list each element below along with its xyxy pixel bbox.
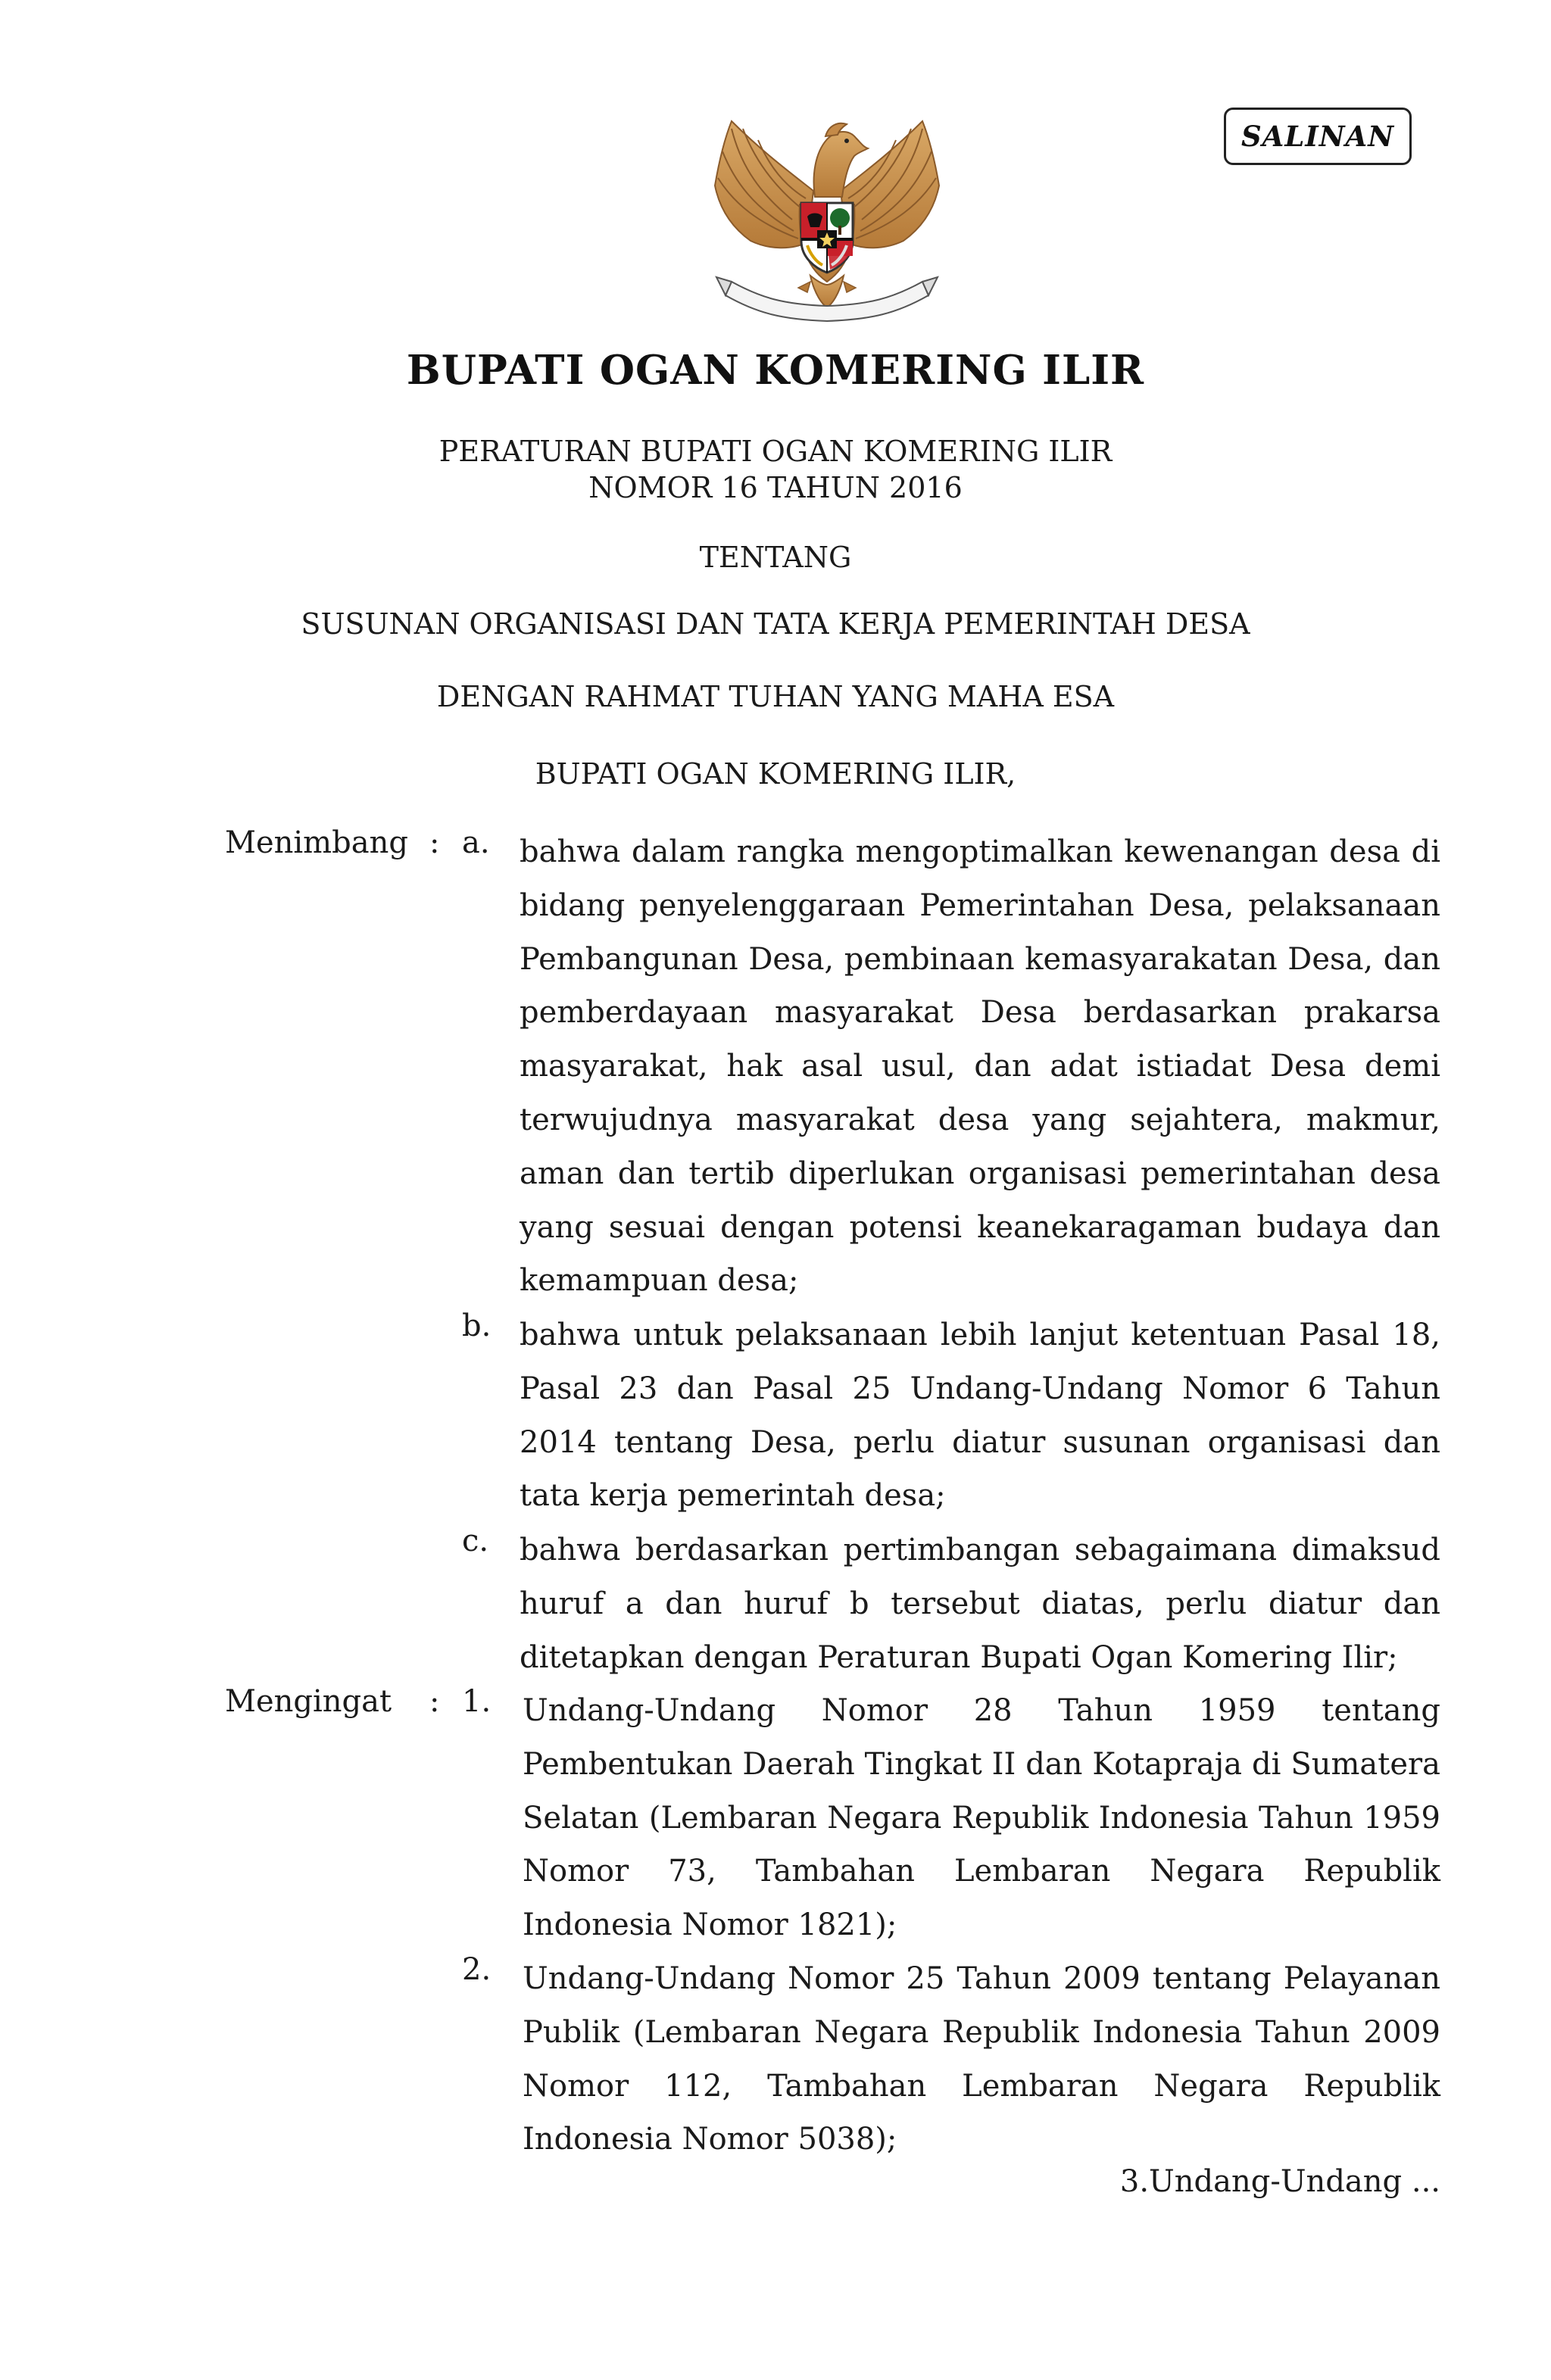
item-text: bahwa untuk pelaksanaan lebih lanjut ketentuan Pasal 18, Pasal 23 dan Pasal 25 Undang-Undang Nomor 6 Tahun 2014 tentang Desa, perlu diatur susunan organisasi dan tata kerja pemerintah desa; (520, 1318, 1440, 1514)
issuer-line: BUPATI OGAN KOMERING ILIR, (535, 757, 1016, 791)
about-heading: TENTANG (699, 541, 852, 574)
item-marker: 2. (462, 1952, 492, 1987)
regulation-number: NOMOR 16 TAHUN 2016 (588, 471, 963, 504)
mengingat-colon: : (429, 1684, 440, 1719)
item-text: Undang-Undang Nomor 25 Tahun 2009 tentang Pelayanan Publik (Lembaran Negara Republik Indonesia Tahun 2009 Nomor 112, Tambahan Lembaran Negara Republik Indonesia Nomor 5038); (523, 1961, 1440, 2157)
menimbang-colon: : (429, 825, 440, 860)
item-marker: b. (462, 1309, 492, 1343)
item-text: Undang-Undang Nomor 28 Tahun 1959 tentang Pembentukan Daerah Tingkat II dan Kotapraja di Sumatera Selatan (Lembaran Negara Republik Indonesia Tahun 1959 Nomor 73, Tambahan Lembaran Negara Republik Indonesia Nomor 1821); (523, 1693, 1440, 1943)
item-marker: 1. (462, 1684, 492, 1719)
regulation-subject: SUSUNAN ORGANISASI DAN TATA KERJA PEMERINTAH DESA (301, 607, 1250, 641)
garuda-pancasila-emblem-icon (709, 106, 945, 332)
menimbang-label: Menimbang (225, 825, 408, 860)
next-page-catchword: 3.Undang-Undang ... (1119, 2164, 1440, 2199)
item-marker: c. (462, 1524, 489, 1558)
item-text: bahwa berdasarkan pertimbangan sebagaimana dimaksud huruf a dan huruf b tersebut diatas, perlu diatur dan ditetapkan dengan Peraturan Bupati Ogan Komering Ilir; (520, 1533, 1440, 1675)
document-title: BUPATI OGAN KOMERING ILIR (406, 347, 1145, 394)
item-text: bahwa dalam rangka mengoptimalkan kewenangan desa di bidang penyelenggaraan Pemerintahan Desa, pelaksanaan Pembangunan Desa, pembinaan kemasyarakatan Desa, dan pemberdayaan masyarakat Desa berdasarkan prakarsa masyarakat, hak asal usul, dan adat istiadat Desa demi terwujudnya masyarakat desa yang sejahtera, makmur, aman dan tertib diperlukan organisasi pemerintahan desa yang sesuai dengan potensi keanekaragaman budaya dan kemampuan desa; (520, 834, 1440, 1299)
salinan-stamp: SALINAN (1224, 108, 1412, 165)
item-marker: a. (462, 825, 490, 860)
invocation: DENGAN RAHMAT TUHAN YANG MAHA ESA (436, 680, 1115, 713)
regulation-name: PERATURAN BUPATI OGAN KOMERING ILIR (438, 435, 1113, 468)
mengingat-label: Mengingat (225, 1684, 392, 1719)
